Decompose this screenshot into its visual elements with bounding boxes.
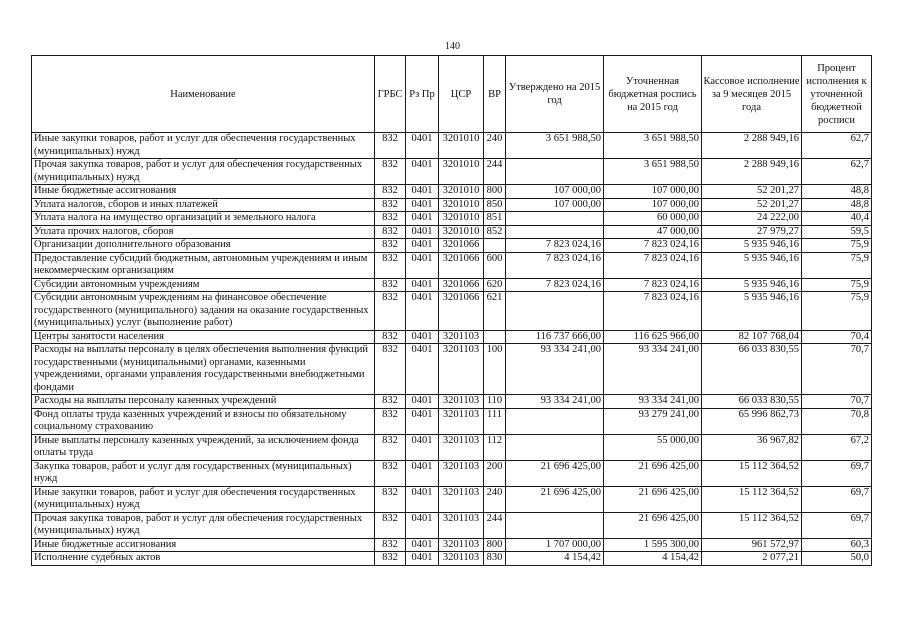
row-percent: 75,9: [802, 292, 872, 331]
row-csr: 3201103: [439, 538, 484, 552]
row-percent: 67,2: [802, 434, 872, 460]
row-grbs: 832: [375, 512, 406, 538]
row-grbs: 832: [375, 133, 406, 159]
row-approved: 7 823 024,16: [506, 239, 604, 253]
table-row: [32, 408, 872, 434]
table-row: [32, 198, 872, 212]
row-csr: 3201066: [439, 278, 484, 292]
row-rzpr: 0401: [406, 292, 439, 331]
header-name: Наименование: [32, 56, 375, 133]
row-refined: 21 696 425,00: [604, 460, 702, 486]
table-header-row: [32, 56, 872, 133]
row-percent: 40,4: [802, 212, 872, 226]
header-csr: ЦСР: [439, 56, 484, 133]
row-percent: 70,8: [802, 408, 872, 434]
row-rzpr: 0401: [406, 198, 439, 212]
row-vr: 111: [484, 408, 506, 434]
row-vr: 244: [484, 512, 506, 538]
row-name: Исполнение судебных актов: [32, 552, 375, 566]
row-refined: 3 651 988,50: [604, 133, 702, 159]
row-csr: 3201010: [439, 198, 484, 212]
row-percent: 75,9: [802, 239, 872, 253]
row-grbs: 832: [375, 538, 406, 552]
row-rzpr: 0401: [406, 460, 439, 486]
row-percent: 59,5: [802, 225, 872, 239]
row-refined: 7 823 024,16: [604, 252, 702, 278]
row-vr: 240: [484, 133, 506, 159]
row-refined: 7 823 024,16: [604, 239, 702, 253]
table-body: [32, 133, 872, 566]
row-cash: 66 033 830,55: [702, 395, 802, 409]
row-grbs: 832: [375, 395, 406, 409]
table-row: [32, 133, 872, 159]
row-cash: 65 996 862,73: [702, 408, 802, 434]
header-percent: Процент исполнения к уточненной бюджетной росписи: [802, 56, 872, 133]
row-name: Прочая закупка товаров, работ и услуг для обеспечения государственных (муниципальных) нужд: [32, 512, 375, 538]
row-grbs: 832: [375, 252, 406, 278]
row-approved: [506, 408, 604, 434]
row-vr: 100: [484, 344, 506, 395]
row-csr: 3201103: [439, 512, 484, 538]
row-csr: 3201103: [439, 434, 484, 460]
row-grbs: 832: [375, 212, 406, 226]
table-row: [32, 225, 872, 239]
row-cash: 52 201,27: [702, 185, 802, 199]
table-row: [32, 252, 872, 278]
row-approved: 93 334 241,00: [506, 395, 604, 409]
row-rzpr: 0401: [406, 486, 439, 512]
row-percent: 70,7: [802, 344, 872, 395]
row-grbs: 832: [375, 239, 406, 253]
page-number: 140: [445, 41, 460, 52]
row-csr: 3201103: [439, 395, 484, 409]
table-row: [32, 395, 872, 409]
row-name: Субсидии автономным учреждениям на финансовое обеспечение государственного (муниципального) задания на оказание государственных (муниципальных) услуг (выполнение работ): [32, 292, 375, 331]
row-cash: 27 979,27: [702, 225, 802, 239]
row-rzpr: 0401: [406, 330, 439, 344]
row-approved: [506, 292, 604, 331]
row-csr: 3201066: [439, 239, 484, 253]
row-refined: 1 595 300,00: [604, 538, 702, 552]
row-vr: 620: [484, 278, 506, 292]
row-vr: 851: [484, 212, 506, 226]
row-refined: 3 651 988,50: [604, 159, 702, 185]
row-grbs: 832: [375, 552, 406, 566]
row-refined: 47 000,00: [604, 225, 702, 239]
row-refined: 116 625 966,00: [604, 330, 702, 344]
header-refined: Уточненная бюджетная роспись на 2015 год: [604, 56, 702, 133]
table-row: [32, 239, 872, 253]
row-csr: 3201010: [439, 133, 484, 159]
row-percent: 62,7: [802, 133, 872, 159]
row-approved: 93 334 241,00: [506, 344, 604, 395]
row-name: Иные бюджетные ассигнования: [32, 538, 375, 552]
row-name: Иные выплаты персоналу казенных учреждений, за исключением фонда оплаты труда: [32, 434, 375, 460]
table-row: [32, 278, 872, 292]
row-grbs: 832: [375, 159, 406, 185]
row-cash: 2 288 949,16: [702, 133, 802, 159]
row-cash: 82 107 768,04: [702, 330, 802, 344]
row-cash: 5 935 946,16: [702, 292, 802, 331]
row-cash: 15 112 364,52: [702, 460, 802, 486]
row-approved: 7 823 024,16: [506, 252, 604, 278]
row-approved: 116 737 666,00: [506, 330, 604, 344]
row-vr: 800: [484, 538, 506, 552]
row-vr: 850: [484, 198, 506, 212]
row-rzpr: 0401: [406, 408, 439, 434]
row-vr: [484, 330, 506, 344]
table-row: [32, 159, 872, 185]
row-refined: 7 823 024,16: [604, 292, 702, 331]
row-csr: 3201010: [439, 212, 484, 226]
row-cash: 5 935 946,16: [702, 252, 802, 278]
row-grbs: 832: [375, 198, 406, 212]
row-refined: 4 154,42: [604, 552, 702, 566]
row-approved: 3 651 988,50: [506, 133, 604, 159]
row-percent: 50,0: [802, 552, 872, 566]
row-vr: 112: [484, 434, 506, 460]
row-csr: 3201103: [439, 330, 484, 344]
row-percent: 69,7: [802, 486, 872, 512]
table-row: [32, 212, 872, 226]
row-csr: 3201010: [439, 159, 484, 185]
row-vr: 621: [484, 292, 506, 331]
table-row: [32, 538, 872, 552]
row-vr: 852: [484, 225, 506, 239]
row-rzpr: 0401: [406, 434, 439, 460]
row-refined: 93 279 241,00: [604, 408, 702, 434]
row-name: Уплата налога на имущество организаций и земельного налога: [32, 212, 375, 226]
table-row: [32, 512, 872, 538]
row-rzpr: 0401: [406, 538, 439, 552]
table-row: [32, 460, 872, 486]
row-vr: 110: [484, 395, 506, 409]
row-refined: 107 000,00: [604, 198, 702, 212]
table-row: [32, 185, 872, 199]
row-vr: [484, 239, 506, 253]
row-approved: [506, 434, 604, 460]
row-csr: 3201103: [439, 486, 484, 512]
row-grbs: 832: [375, 330, 406, 344]
row-cash: 2 077,21: [702, 552, 802, 566]
table-row: [32, 434, 872, 460]
row-percent: 70,4: [802, 330, 872, 344]
row-cash: 15 112 364,52: [702, 512, 802, 538]
row-approved: 7 823 024,16: [506, 278, 604, 292]
row-cash: 52 201,27: [702, 198, 802, 212]
row-vr: 600: [484, 252, 506, 278]
row-rzpr: 0401: [406, 239, 439, 253]
row-percent: 69,7: [802, 512, 872, 538]
row-rzpr: 0401: [406, 133, 439, 159]
row-vr: 800: [484, 185, 506, 199]
row-rzpr: 0401: [406, 159, 439, 185]
row-csr: 3201103: [439, 408, 484, 434]
row-approved: [506, 512, 604, 538]
row-percent: 70,7: [802, 395, 872, 409]
row-name: Иные закупки товаров, работ и услуг для обеспечения государственных (муниципальных) нужд: [32, 133, 375, 159]
row-csr: 3201103: [439, 552, 484, 566]
row-grbs: 832: [375, 225, 406, 239]
row-approved: [506, 159, 604, 185]
row-vr: 830: [484, 552, 506, 566]
row-grbs: 832: [375, 434, 406, 460]
row-name: Иные закупки товаров, работ и услуг для обеспечения государственных (муниципальных) нужд: [32, 486, 375, 512]
row-rzpr: 0401: [406, 185, 439, 199]
row-approved: [506, 225, 604, 239]
row-refined: 60 000,00: [604, 212, 702, 226]
row-approved: 1 707 000,00: [506, 538, 604, 552]
row-rzpr: 0401: [406, 278, 439, 292]
row-approved: 107 000,00: [506, 185, 604, 199]
header-rzpr: Рз Пр: [406, 56, 439, 133]
row-name: Закупка товаров, работ и услуг для государственных (муниципальных) нужд: [32, 460, 375, 486]
row-cash: 5 935 946,16: [702, 239, 802, 253]
row-cash: 66 033 830,55: [702, 344, 802, 395]
row-name: Уплата налогов, сборов и иных платежей: [32, 198, 375, 212]
row-rzpr: 0401: [406, 552, 439, 566]
table-row: [32, 552, 872, 566]
header-grbs: ГРБС: [375, 56, 406, 133]
row-csr: 3201066: [439, 292, 484, 331]
header-cash: Кассовое исполнение за 9 месяцев 2015 года: [702, 56, 802, 133]
row-rzpr: 0401: [406, 252, 439, 278]
row-vr: 200: [484, 460, 506, 486]
row-cash: 5 935 946,16: [702, 278, 802, 292]
row-refined: 93 334 241,00: [604, 344, 702, 395]
row-cash: 36 967,82: [702, 434, 802, 460]
row-percent: 60,3: [802, 538, 872, 552]
row-percent: 48,8: [802, 198, 872, 212]
row-grbs: 832: [375, 278, 406, 292]
row-percent: 48,8: [802, 185, 872, 199]
row-cash: 2 288 949,16: [702, 159, 802, 185]
header-vr: ВР: [484, 56, 506, 133]
row-refined: 55 000,00: [604, 434, 702, 460]
row-name: Расходы на выплаты персоналу казенных учреждений: [32, 395, 375, 409]
row-grbs: 832: [375, 460, 406, 486]
row-name: Иные бюджетные ассигнования: [32, 185, 375, 199]
row-name: Прочая закупка товаров, работ и услуг для обеспечения государственных (муниципальных) нужд: [32, 159, 375, 185]
row-csr: 3201010: [439, 185, 484, 199]
table-row: [32, 344, 872, 395]
header-approved: Утверждено на 2015 год: [506, 56, 604, 133]
row-approved: [506, 212, 604, 226]
row-percent: 69,7: [802, 460, 872, 486]
row-approved: 107 000,00: [506, 198, 604, 212]
row-percent: 75,9: [802, 278, 872, 292]
row-rzpr: 0401: [406, 512, 439, 538]
row-grbs: 832: [375, 486, 406, 512]
row-csr: 3201066: [439, 252, 484, 278]
row-approved: 4 154,42: [506, 552, 604, 566]
row-refined: 7 823 024,16: [604, 278, 702, 292]
row-grbs: 832: [375, 185, 406, 199]
budget-table: [31, 55, 872, 566]
row-csr: 3201103: [439, 344, 484, 395]
table-row: [32, 486, 872, 512]
row-name: Уплата прочих налогов, сборов: [32, 225, 375, 239]
row-refined: 21 696 425,00: [604, 512, 702, 538]
row-rzpr: 0401: [406, 212, 439, 226]
table-row: [32, 330, 872, 344]
row-refined: 93 334 241,00: [604, 395, 702, 409]
row-grbs: 832: [375, 408, 406, 434]
row-approved: 21 696 425,00: [506, 460, 604, 486]
row-name: Предоставление субсидий бюджетным, автономным учреждениям и иным некоммерческим организациям: [32, 252, 375, 278]
row-grbs: 832: [375, 344, 406, 395]
row-refined: 107 000,00: [604, 185, 702, 199]
row-cash: 961 572,97: [702, 538, 802, 552]
row-rzpr: 0401: [406, 344, 439, 395]
row-name: Расходы на выплаты персоналу в целях обеспечения выполнения функций государственными (муниципальными) органами, казенными учреждениями, органами управления государственными внебюджетными фондами: [32, 344, 375, 395]
row-name: Центры занятости населения: [32, 330, 375, 344]
row-refined: 21 696 425,00: [604, 486, 702, 512]
row-cash: 15 112 364,52: [702, 486, 802, 512]
row-approved: 21 696 425,00: [506, 486, 604, 512]
row-csr: 3201010: [439, 225, 484, 239]
row-rzpr: 0401: [406, 395, 439, 409]
row-cash: 24 222,00: [702, 212, 802, 226]
row-name: Фонд оплаты труда казенных учреждений и взносы по обязательному социальному страхованию: [32, 408, 375, 434]
row-rzpr: 0401: [406, 225, 439, 239]
row-percent: 75,9: [802, 252, 872, 278]
row-vr: 240: [484, 486, 506, 512]
row-name: Организации дополнительного образования: [32, 239, 375, 253]
row-csr: 3201103: [439, 460, 484, 486]
row-name: Субсидии автономным учреждениям: [32, 278, 375, 292]
row-grbs: 832: [375, 292, 406, 331]
table-row: [32, 292, 872, 331]
row-percent: 62,7: [802, 159, 872, 185]
row-vr: 244: [484, 159, 506, 185]
